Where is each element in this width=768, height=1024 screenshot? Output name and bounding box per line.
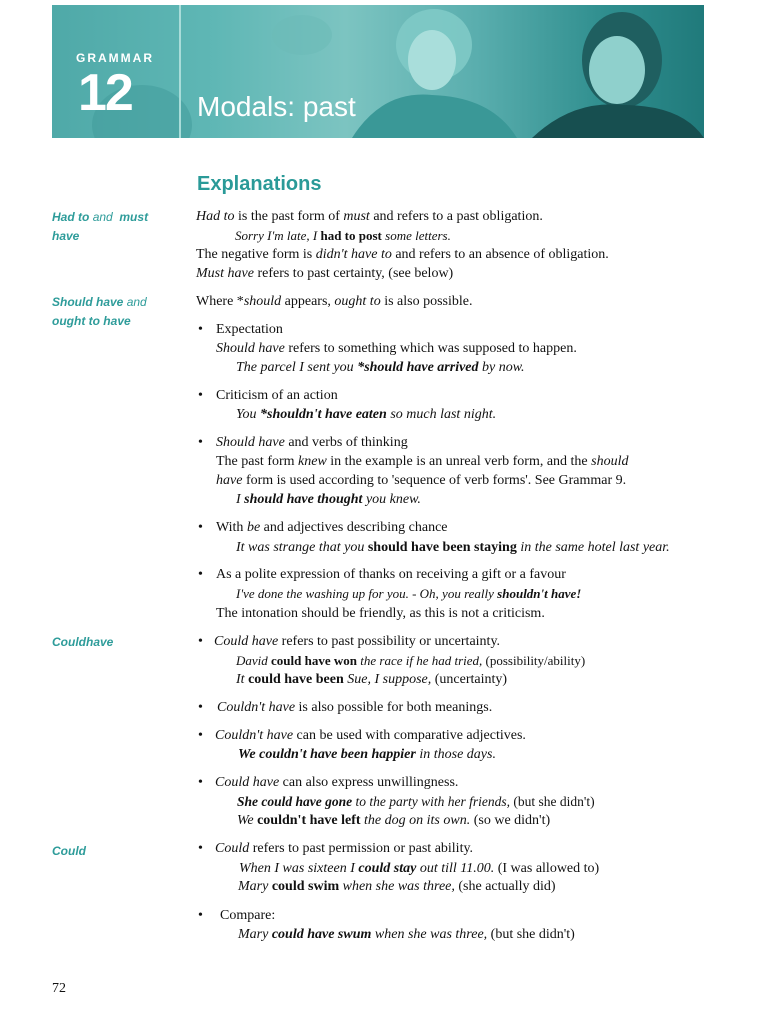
page-number: 72 (52, 981, 66, 996)
text-line: Had to is the past form of must and refers to a past obligation. (196, 209, 543, 224)
text-line: The intonation should be friendly, as this is not a criticism. (216, 606, 545, 621)
example-line: We couldn't have been happier in those days. (238, 747, 496, 762)
bullet-heading: Should have and verbs of thinking (216, 435, 408, 450)
bullet-dot: • (198, 775, 203, 790)
example-line: Mary could swim when she was three, (she actually did) (238, 879, 556, 894)
bullet-heading: Couldn't have can be used with comparative adjectives. (215, 728, 526, 743)
example-line: Mary could have swum when she was three, (but she didn't) (238, 927, 575, 942)
side-label-could-have: Couldhave (52, 635, 114, 649)
example-line: I've done the washing up for you. - Oh, you really shouldn't have! (236, 586, 582, 601)
bullet-heading: Criticism of an action (216, 388, 338, 403)
bullet-dot: • (198, 322, 203, 337)
bullet-heading: Expectation (216, 322, 283, 337)
bullet-dot: • (198, 728, 203, 743)
bullet-dot: • (198, 634, 203, 649)
example-line: She could have gone to the party with her friends, (but she didn't) (237, 794, 595, 809)
example-line: When I was sixteen I could stay out till 11.00. (I was allowed to) (239, 861, 600, 876)
bullet-dot: • (198, 520, 203, 535)
section-heading: Explanations (197, 173, 322, 195)
example-line: The parcel I sent you *should have arrived by now. (236, 360, 525, 375)
example-line: It could have been Sue, I suppose, (uncertainty) (236, 672, 508, 687)
example-line: I should have thought you knew. (236, 492, 421, 507)
bullet-dot: • (198, 388, 203, 403)
example-line: You *shouldn't have eaten so much last night. (236, 407, 497, 422)
example-line: Sorry I'm late, I had to post some letters. (235, 228, 451, 243)
example-line: It was strange that you should have been staying in the same hotel last year. (236, 540, 670, 555)
banner-photo (52, 5, 704, 138)
bullet-heading: Couldn't have is also possible for both meanings. (217, 700, 493, 715)
bullet-heading: Could have can also express unwillingness. (215, 775, 459, 790)
bullet-heading: Could refers to past permission or past ability. (215, 841, 474, 856)
bullet-heading: As a polite expression of thanks on receiving a gift or a favour (216, 567, 566, 582)
chapter-number: 12 (78, 64, 132, 122)
text-line: Where *should appears, ought to is also possible. (196, 294, 473, 309)
chapter-banner (52, 5, 704, 138)
side-label-could: Could (52, 844, 86, 858)
side-label-had-to: Had to and must have (52, 210, 149, 243)
text-line: The past form knew in the example is an unreal verb form, and the should (216, 454, 629, 469)
bullet-heading: With be and adjectives describing chance (216, 520, 448, 535)
chapter-title: Modals: past (197, 91, 356, 122)
bullet-dot: • (198, 700, 203, 715)
bullet-dot: • (198, 841, 203, 856)
text-line: Should have refers to something which was supposed to happen. (216, 341, 577, 356)
text-line: The negative form is didn't have to and refers to an absence of obligation. (196, 247, 609, 262)
banner-divider (179, 5, 181, 138)
bullet-dot: • (198, 908, 203, 923)
banner-kicker: GRAMMAR (76, 51, 154, 65)
bullet-dot: • (198, 435, 203, 450)
example-line: We couldn't have left the dog on its own. (so we didn't) (237, 813, 551, 828)
text-line: Must have refers to past certainty, (see below) (196, 266, 454, 281)
bullet-dot: • (198, 567, 203, 582)
side-label-should-have: Should have and ought to have (52, 295, 147, 328)
example-line: David could have won the race if he had tried, (possibility/ability) (236, 653, 586, 668)
text-line: have form is used according to 'sequence of verb forms'. See Grammar 9. (216, 473, 627, 488)
bullet-heading: Compare: (220, 908, 276, 923)
bullet-heading: Could have refers to past possibility or uncertainty. (214, 634, 501, 649)
